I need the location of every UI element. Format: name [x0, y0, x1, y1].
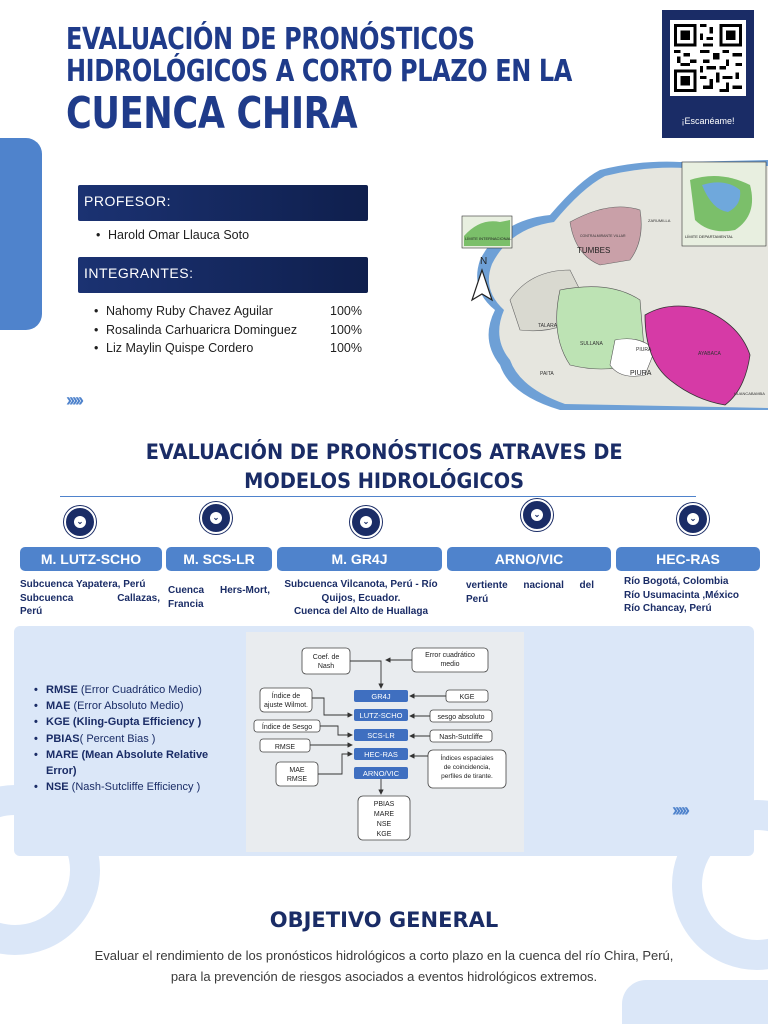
- node-lutz: LUTZ-SCHO: [359, 711, 403, 720]
- node-text: RMSE: [286, 776, 308, 783]
- node-text: KGE: [376, 831, 392, 838]
- list-item: [92, 302, 372, 321]
- metrics-list: [34, 682, 234, 795]
- list-item: [34, 731, 234, 747]
- model-description: [280, 578, 442, 619]
- member-name: Liz Maylin Quispe Cordero: [106, 341, 254, 356]
- node-text: PBIAS: [373, 801, 395, 808]
- objective-title: OBJETIVO GENERAL: [269, 908, 499, 932]
- description-line: Cuenca Hers-Mort,: [168, 585, 270, 596]
- poster-title: [66, 24, 626, 137]
- map-label: PIURA: [630, 370, 652, 377]
- node-text: perfiles de tirante.: [441, 773, 493, 780]
- member-name: Rosalinda Carhuaricra Dominguez: [106, 322, 298, 337]
- description-line: Francia: [168, 598, 204, 610]
- profesor-banner: PROFESOR:: [78, 185, 368, 221]
- node-hec: HEC-RAS: [364, 750, 398, 759]
- map-label: HUANCABAMBA: [734, 391, 765, 396]
- node-text: NSE: [376, 821, 392, 828]
- list-item: [94, 226, 249, 245]
- map-label: CONTRALMIRANTE VILLAR: [580, 234, 626, 238]
- description-line: vertiente nacional del: [466, 580, 594, 591]
- node-sesgo-idx: Índice de Sesgo: [261, 724, 313, 731]
- list-item: [92, 321, 372, 340]
- title-line: CUENCA CHIRA: [66, 88, 358, 139]
- metric-full: ( Percent Bias ): [79, 732, 156, 745]
- node-text: Error cuadrático: [425, 652, 475, 659]
- metric-full: (Error Cuadrático Medio): [77, 684, 202, 696]
- chevrons-decoration: ›››››: [672, 800, 687, 820]
- metric-abbr: RMSE: [46, 684, 78, 696]
- chevron-down-icon: ⌄: [521, 499, 553, 531]
- chevrons-decoration: ›››››: [66, 390, 81, 410]
- node-text: de coincidencia,: [443, 764, 491, 771]
- model-button-hecras: HEC-RAS: [616, 547, 760, 571]
- node-rmse: RMSE: [274, 744, 296, 751]
- list-item: [34, 747, 234, 779]
- node-gr4j: GR4J: [371, 692, 391, 701]
- integrantes-list: [92, 302, 372, 358]
- node-arno: ARNO/VIC: [362, 769, 400, 778]
- map-label: SULLANA: [580, 341, 603, 347]
- list-item: [92, 339, 372, 358]
- metric-abbr: MARE: [46, 748, 79, 761]
- node-text: Índice de: [271, 693, 301, 700]
- diagram-node: [440, 753, 494, 780]
- chevron-down-icon: ⌄: [64, 506, 96, 538]
- member-pct: 100%: [330, 322, 362, 337]
- qr-card[interactable]: [662, 10, 754, 138]
- list-item: [34, 779, 234, 795]
- member-pct: 100%: [330, 341, 362, 356]
- node-text: Nash: [317, 663, 335, 670]
- description-line: Quijos, Ecuador.: [321, 592, 401, 604]
- member-name: Nahomy Ruby Chavez Aguilar: [106, 304, 273, 318]
- node-text: MARE: [373, 811, 395, 818]
- map-label: ZARUMILLA: [648, 218, 671, 223]
- list-item: [34, 682, 234, 698]
- node-sesgo-abs: sesgo absoluto: [437, 714, 485, 721]
- section-title-line: EVALUACIÓN DE PRONÓSTICOS ATRAVES DE: [145, 440, 623, 464]
- title-line: EVALUACIÓN DE PRONÓSTICOS: [66, 22, 475, 57]
- metric-full: (Kling-Gupta Efficiency ): [69, 716, 202, 729]
- metric-full: (Error Absoluto Medio): [70, 700, 184, 713]
- node-text: Coef. de: [312, 654, 340, 661]
- description-line: Río Usumacinta ,México: [624, 589, 740, 601]
- model-description: [168, 584, 270, 611]
- metric-full: (Nash-Sutcliffe Efficiency ): [68, 781, 201, 794]
- map-inset-label: LÍMITE DEPARTAMENTAL: [685, 234, 734, 239]
- basin-map: [440, 160, 768, 410]
- profesor-name: Harold Omar Llauca Soto: [108, 228, 250, 242]
- model-description: [466, 579, 594, 606]
- map-inset-label: LÍMITE INTERNACIONAL: [465, 236, 512, 241]
- map-label: PAITA: [540, 371, 554, 377]
- decorative-pill: [0, 138, 42, 330]
- node-kge: KGE: [459, 694, 475, 701]
- map-label: PIURA: [636, 347, 652, 353]
- model-description: [20, 578, 160, 619]
- node-text: medio: [440, 661, 460, 668]
- metric-abbr: MAE: [46, 700, 71, 713]
- metric-abbr: NSE: [46, 781, 69, 794]
- title-line: HIDROLÓGICOS A CORTO PLAZO EN LA: [66, 53, 572, 89]
- section-title: [60, 438, 708, 497]
- node-text: MAE: [289, 767, 305, 774]
- qr-code-icon[interactable]: [670, 20, 746, 96]
- chevron-down-icon: ⌄: [200, 502, 232, 534]
- description-line: Subcuenca Yapatera, Perú: [20, 579, 146, 590]
- profesor-list: [94, 226, 249, 245]
- description-line: Cuenca del Alto de Huallaga: [293, 606, 429, 617]
- divider: [60, 496, 696, 497]
- node-nash-sut: Nash-Sutcliffe: [439, 734, 483, 741]
- description-line: Perú: [466, 593, 489, 605]
- model-button-lutz: M. LUTZ-SCHO: [20, 547, 162, 571]
- description-line: Río Chancay, Perú: [624, 603, 712, 614]
- map-label: TALARA: [538, 323, 558, 329]
- list-item: [34, 698, 234, 714]
- node-scs: SCS-LR: [367, 731, 395, 740]
- node-text: ajuste Wilmot.: [264, 702, 308, 709]
- map-label: AYABACA: [698, 351, 721, 357]
- model-button-arno: ARNO/VIC: [447, 547, 611, 571]
- description-line: Subcuenca Vilcanota, Perú - Río: [284, 579, 438, 590]
- node-text: Índices espaciales: [440, 755, 494, 762]
- description-line: Río Bogotá, Colombia: [624, 576, 729, 587]
- map-label: TUMBES: [577, 246, 611, 255]
- metric-abbr: PBIAS: [46, 732, 80, 745]
- metric-full: (Mean Absolute Relative Error): [46, 748, 209, 778]
- list-item: [34, 714, 234, 730]
- member-pct: 100%: [330, 304, 362, 318]
- section-title-line: MODELOS HIDROLÓGICOS: [244, 469, 524, 494]
- chevron-down-icon: ⌄: [677, 503, 709, 535]
- model-button-scs: M. SCS-LR: [166, 547, 272, 571]
- qr-caption: ¡Escanéame!: [681, 116, 735, 126]
- north-label: N: [480, 256, 488, 267]
- description-line: Perú: [20, 606, 43, 617]
- metric-abbr: KGE: [46, 716, 70, 729]
- description-line: Subcuenca Callazas,: [20, 592, 160, 604]
- objective-text: Evaluar el rendimiento de los pronósticos hidrológicos a corto plazo en la cuenca del río Chira, Perú, para la prevención de riesgos asociados a eventos hidrológicos extremos.: [94, 948, 674, 984]
- flow-diagram: [246, 632, 524, 852]
- model-button-gr4j: M. GR4J: [277, 547, 442, 571]
- chevron-down-icon: ⌄: [350, 506, 382, 538]
- integrantes-banner: INTEGRANTES:: [78, 257, 368, 293]
- model-description: [624, 575, 764, 616]
